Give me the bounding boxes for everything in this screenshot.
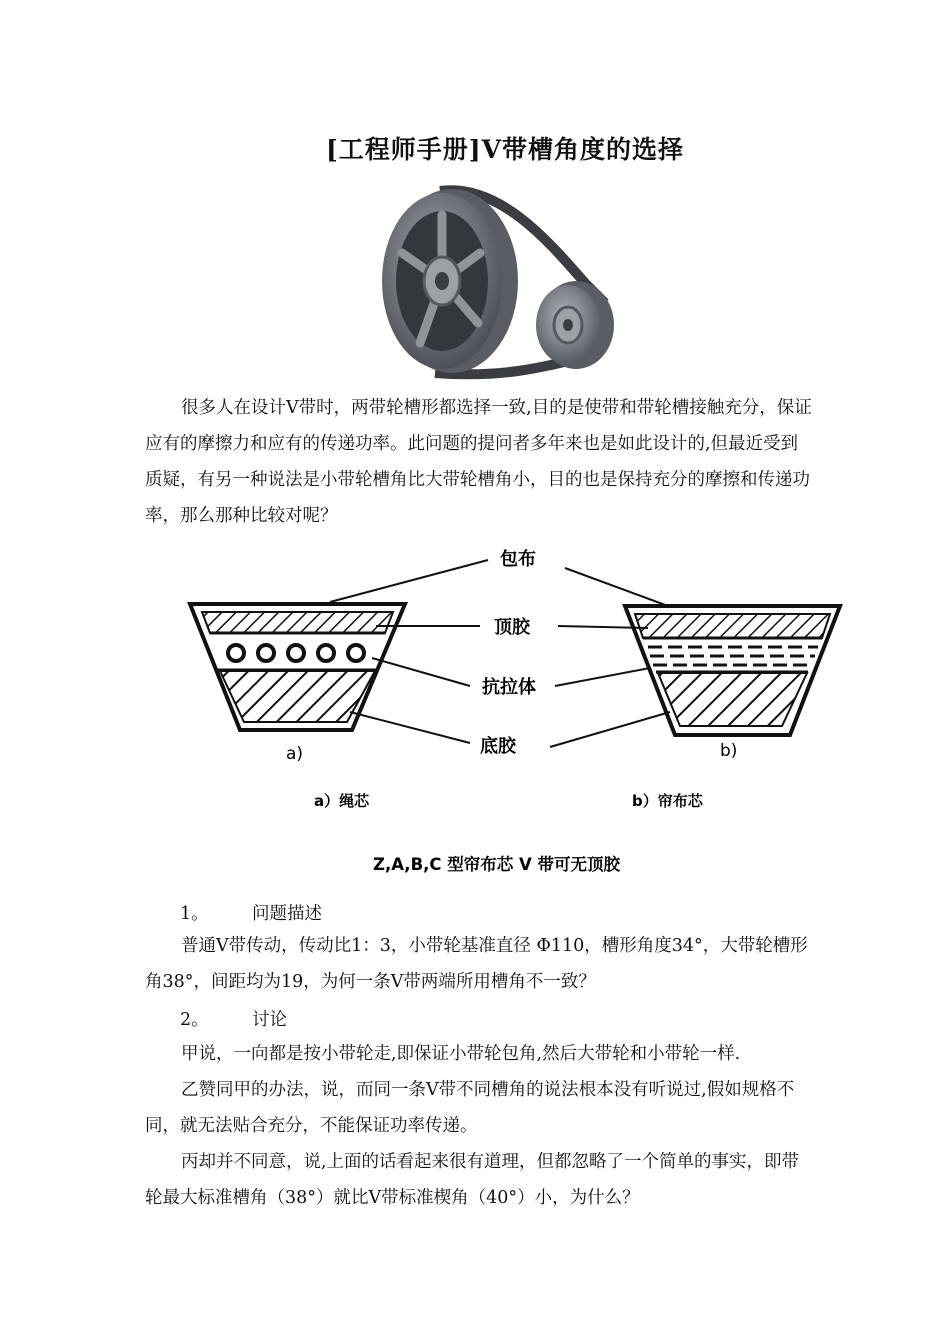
- section-number: 1。: [180, 904, 209, 924]
- caption-rope-core: a）绳芯: [314, 792, 370, 810]
- section-title: 问题描述: [252, 904, 322, 924]
- discussion-paragraph-2: 乙赞同甲的办法，说，而同一条V带不同槽角的说法根本没有听说过,假如规格不同，就无法贴合充分，不能保证功率传递。: [145, 1080, 795, 1136]
- discussion-paragraph-3: 丙却并不同意，说,上面的话看起来很有道理，但都忽略了一个简单的事实，即带轮最大标准槽角（38°）就比V带标准楔角（40°）小，为什么？: [145, 1152, 800, 1208]
- label-cover-cloth: 包布: [500, 549, 536, 570]
- v-belt-cross-section-diagram: [180, 540, 850, 880]
- left-belt-rope-core: [190, 604, 405, 730]
- section-title: 讨论: [252, 1010, 287, 1030]
- diagram-caption: Z,A,B,C 型帘布芯 V 带可无顶胶: [373, 855, 621, 874]
- section-number: 2。: [180, 1010, 209, 1030]
- page-title: [工程师手册]V带槽角度的选择: [325, 135, 685, 164]
- pulley-belt-illustration: [380, 183, 620, 383]
- caption-fabric-core: b）帘布芯: [632, 792, 703, 810]
- section-1-heading: [180, 900, 322, 925]
- section-2-heading: [180, 1006, 287, 1031]
- discussion-paragraph-1: 甲说，一向都是按小带轮走,即保证小带轮包角,然后大带轮和小带轮一样.: [181, 1044, 741, 1064]
- tag-b: b): [720, 741, 738, 761]
- problem-paragraph: 普通V带传动，传动比1：3，小带轮基准直径 Φ110，槽形角度34°，大带轮槽形角38°，间距均为19，为何一条V带两端所用槽角不一致？: [145, 936, 808, 992]
- label-tension-member: 抗拉体: [482, 677, 536, 698]
- label-top-rubber: 顶胶: [494, 617, 530, 638]
- tag-a: a): [286, 744, 304, 764]
- label-bottom-rubber: 底胶: [480, 736, 516, 757]
- intro-paragraph: 很多人在设计V带时，两带轮槽形都选择一致,目的是使带和带轮槽接触充分，保证应有的摩擦力和应有的传递功率。此问题的提问者多年来也是如此设计的,但最近受到质疑，有另一种说法是小带轮槽角比大带轮槽角小，目的也是保持充分的摩擦和传递功率，那么那种比较对呢？: [145, 398, 812, 526]
